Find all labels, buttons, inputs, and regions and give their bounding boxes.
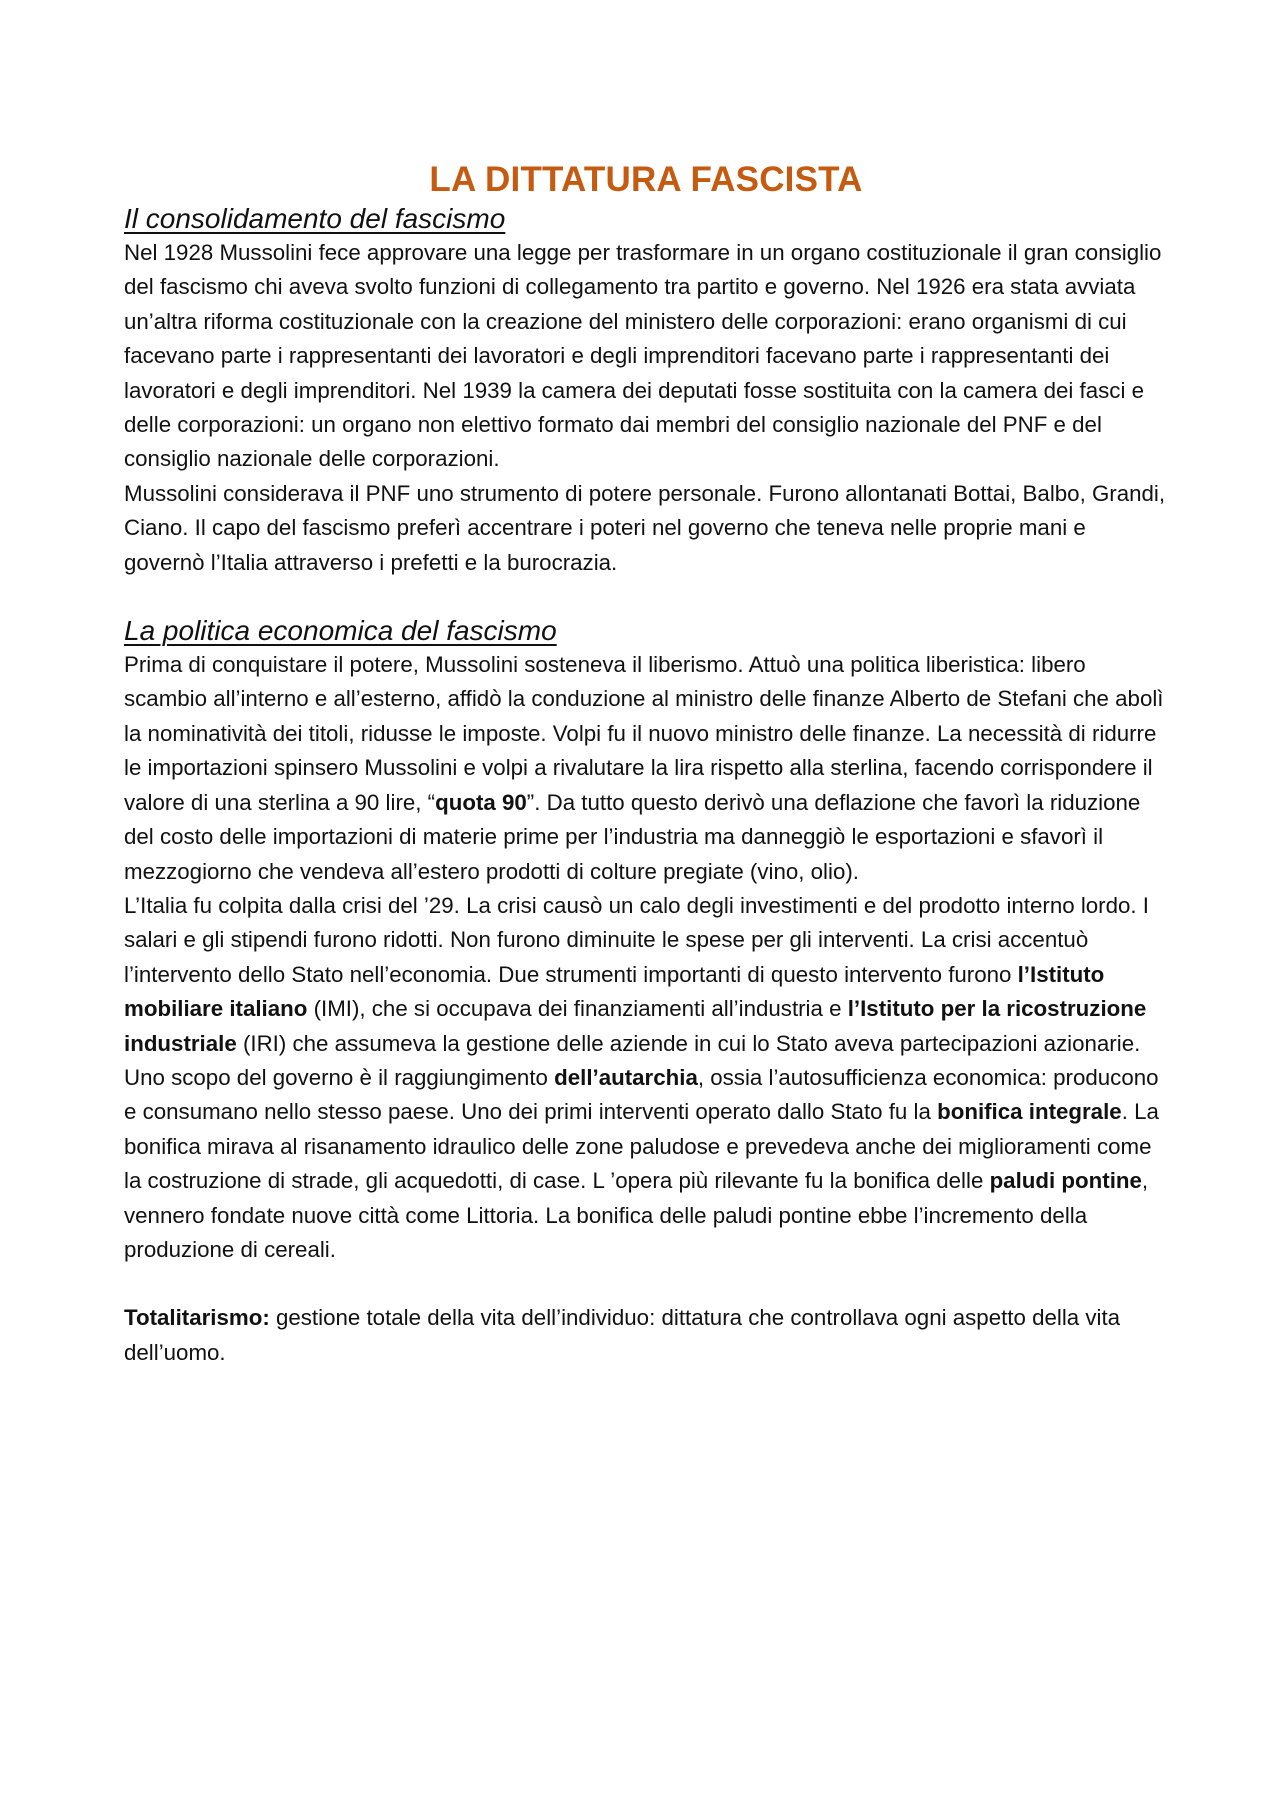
paragraph: Nel 1928 Mussolini fece approvare una legge per trasformare in un organo costituzionale il gran consiglio del fascismo chi aveva svolto funzioni di collegamento tra partito e governo. Nel 1926 era stata avviata un’altra riforma costituzionale con la creazione del ministero delle corporazioni: erano organismi di cui facevano parte i rappresentanti dei lavoratori e degli imprenditori facevano parte i rappresentanti dei lavoratori e degli imprenditori. Nel 1939 la camera dei deputati fosse sostituita con la camera dei fasci e delle corporazioni: un organo non elettivo formato dai membri del consiglio nazionale del PNF e del consiglio nazionale delle corporazioni. <box>124 240 1162 472</box>
bold-term: paludi pontine <box>989 1168 1142 1194</box>
spacer <box>124 580 1168 614</box>
paragraph <box>124 1061 1168 1267</box>
definition-text: gestione totale della vita dell’individuo: dittatura che controllava ogni aspetto della vita dell’uomo. <box>124 1305 1121 1365</box>
section-heading-consolidamento: Il consolidamento del fascismo <box>124 203 506 234</box>
spacer <box>124 1267 1168 1301</box>
text-run: . La bonifica mirava al risanamento idraulico delle zone paludose e prevedeva anche dei miglioramenti come la costruzione di strade, gli acquedotti, di case. L ’opera più rilevante fu la bonifica delle <box>124 1099 1159 1194</box>
text-run: ”. Da tutto questo derivò una deflazione che favorì la riduzione del costo delle importazioni di materie prime per l’industria ma danneggiò le esportazioni e sfavorì il mezzogiorno che vendeva all’estero prodotti di colture pregiate (vino, olio). <box>124 789 1141 884</box>
bold-term: quota 90 <box>435 789 527 815</box>
text-run: Uno scopo del governo è il raggiungimento <box>124 1064 555 1090</box>
bold-term: l’Istituto mobiliare italiano <box>124 961 1105 1022</box>
paragraph <box>124 648 1168 889</box>
document-body <box>124 158 1168 1370</box>
definition-term: Totalitarismo: <box>124 1305 270 1331</box>
text-run: (IMI), che si occupava dei finanziamenti all’industria e <box>307 996 848 1022</box>
bold-term: dell’autarchia <box>554 1064 698 1090</box>
text-run: , ossia l’autosufficienza economica: producono e consumano nello stesso paese. Uno dei primi interventi operato dallo Stato fu la <box>124 1064 1159 1125</box>
paragraph: Mussolini considerava il PNF uno strumento di potere personale. Furono allontanati Bottai, Balbo, Grandi, Ciano. Il capo del fascismo preferì accentrare i poteri nel governo che teneva nelle proprie mani e governò l’Italia attraverso i prefetti e la burocrazia. <box>124 480 1166 575</box>
text-run: , vennero fondate nuove città come Littoria. La bonifica delle paludi pontine ebbe l’incremento della produzione di cereali. <box>124 1168 1149 1262</box>
section-heading-politica-economica: La politica economica del fascismo <box>124 615 557 647</box>
bold-term: bonifica integrale <box>937 1099 1122 1125</box>
definition-paragraph <box>124 1301 1168 1370</box>
page-title: LA DITTATURA FASCISTA <box>429 160 863 199</box>
paragraph <box>124 889 1168 1061</box>
bold-term: l’Istituto per la ricostruzione industriale <box>124 996 1147 1056</box>
text-run: (IRI) che assumeva la gestione delle aziende in cui lo Stato aveva partecipazioni azionarie. <box>236 1030 1141 1056</box>
text-run: Prima di conquistare il potere, Mussolini sosteneva il liberismo. Attuò una politica liberistica: libero scambio all’interno e all’esterno, affidò la conduzione al ministro delle finanze Alberto de Stefani che abolì la nominatività dei titoli, ridusse le imposte. Volpi fu il nuovo ministro delle finanze. La necessità di ridurre le importazioni spinsero Mussolini e volpi a rivalutare la lira rispetto alla sterlina, facendo corrispondere il valore di una sterlina a 90 lire, “ <box>124 652 1164 815</box>
text-run: L’Italia fu colpita dalla crisi del ’29. La crisi causò un calo degli investimenti e del prodotto interno lordo. I salari e gli stipendi furono ridotti. Non furono diminuite le spese per gli interventi. La crisi accentuò l’intervento dello Stato nell’economia. Due strumenti importanti di questo intervento furono <box>124 892 1149 987</box>
